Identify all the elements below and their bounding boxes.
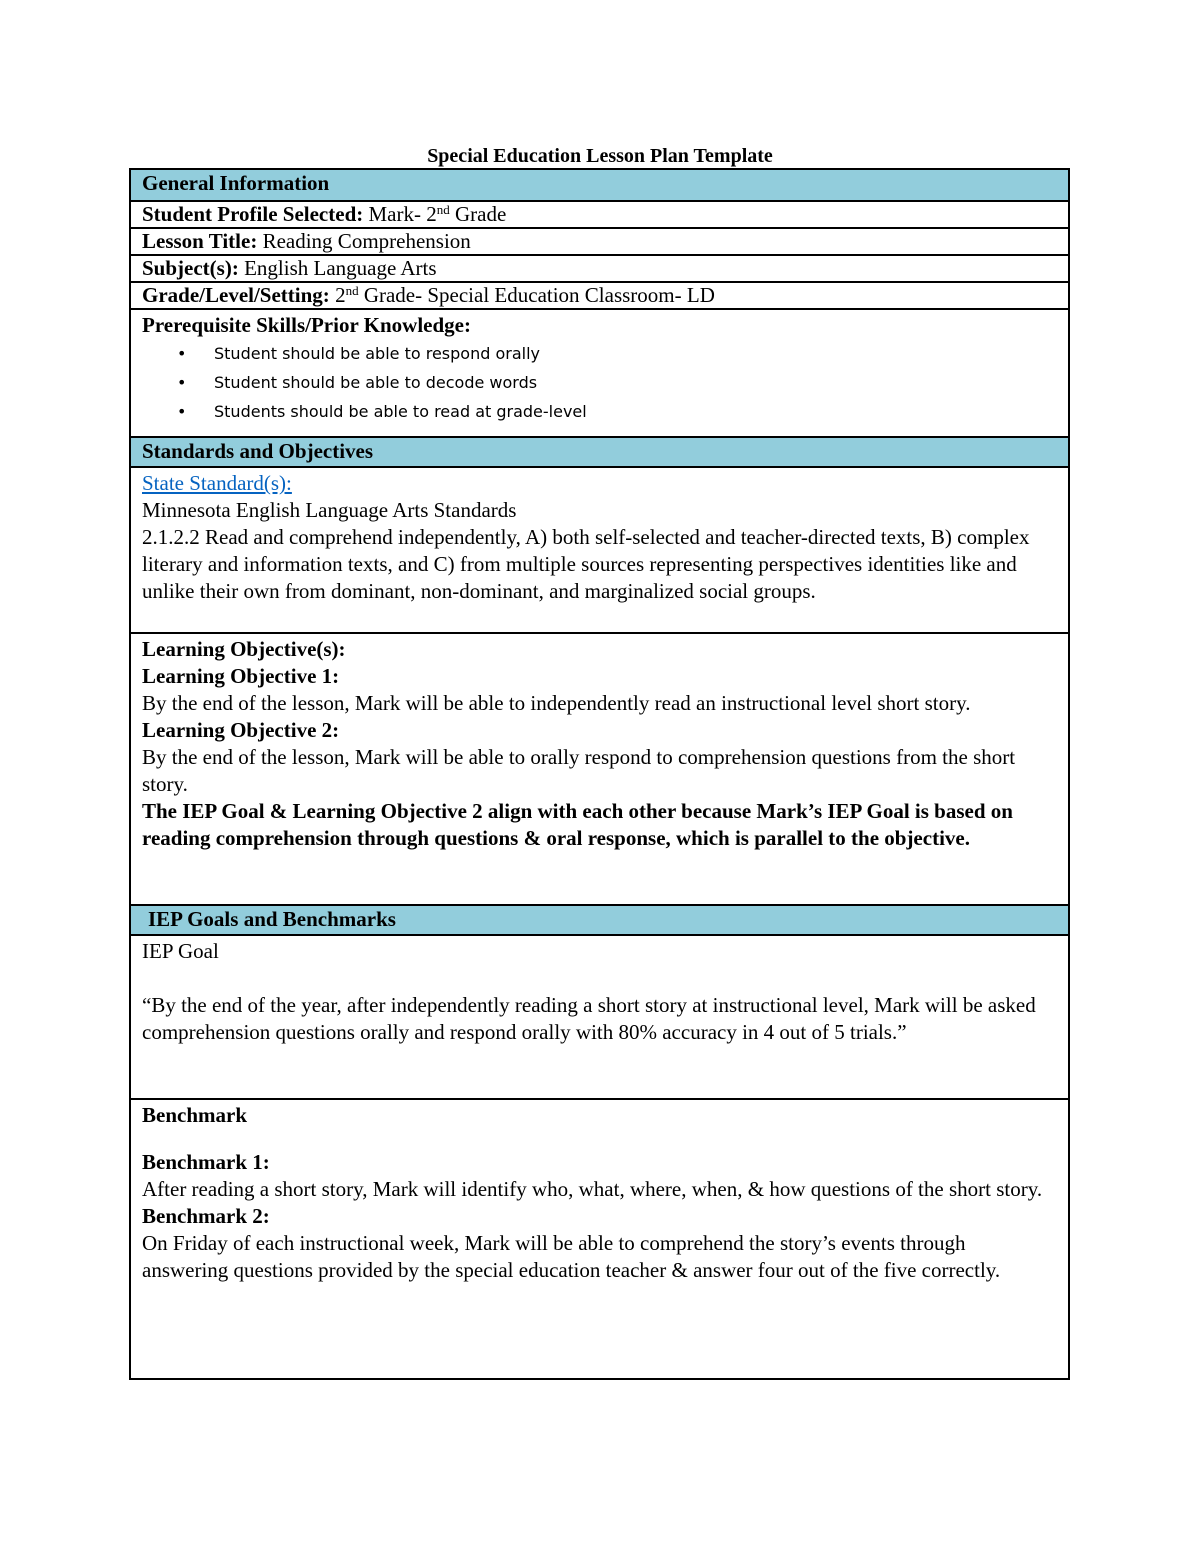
- prerequisite-skills-label: Prerequisite Skills/Prior Knowledge:: [142, 313, 471, 337]
- student-profile-label: Student Profile Selected:: [142, 202, 364, 226]
- learning-objectives-cell: [130, 633, 1069, 905]
- iep-goal-text: “By the end of the year, after independently reading a short story at instructional level, Mark will be asked comprehension questions orally and respond orally with 80% accuracy in 4 out of 5 trials.”: [142, 993, 1036, 1044]
- lesson-title-row: [130, 228, 1069, 255]
- learning-objective-1-text: By the end of the lesson, Mark will be able to independently read an instructional level short story.: [142, 691, 971, 715]
- subjects-value: English Language Arts: [238, 256, 437, 280]
- state-standards-cell: [130, 467, 1069, 633]
- document-title: Special Education Lesson Plan Template: [427, 145, 773, 167]
- standard-name: Minnesota English Language Arts Standards: [142, 498, 517, 522]
- benchmark-2-label: Benchmark 2:: [142, 1204, 270, 1228]
- bullet-icon: •: [177, 402, 187, 421]
- learning-objective-2-label: Learning Objective 2:: [142, 718, 340, 742]
- spacer: [142, 1129, 1068, 1149]
- general-information-header: General Information: [130, 169, 1069, 201]
- spacer: [142, 965, 1068, 992]
- benchmark-label: Benchmark: [142, 1103, 247, 1127]
- student-profile-row: [130, 201, 1069, 228]
- benchmark-2-text: On Friday of each instructional week, Mark will be able to comprehend the story’s events through answering questions provided by the special education teacher & answer four out of the five correctly.: [142, 1231, 1001, 1282]
- student-profile-value: Mark- 2nd Grade: [363, 202, 507, 226]
- lesson-plan-table: [129, 168, 1070, 1380]
- lesson-title-label: Lesson Title:: [142, 229, 258, 253]
- benchmark-1-text: After reading a short story, Mark will identify who, what, where, when, & how questions of the short story.: [142, 1177, 1043, 1201]
- bullet-icon: •: [177, 344, 187, 363]
- list-item: • Student should be able to decode words: [177, 368, 1068, 397]
- prerequisite-skills-list: [142, 339, 1068, 426]
- bullet-icon: •: [177, 373, 187, 392]
- grade-level-setting-value: 2nd Grade- Special Education Classroom- LD: [329, 283, 715, 307]
- benchmark-cell: [130, 1099, 1069, 1379]
- benchmark-1-label: Benchmark 1:: [142, 1150, 270, 1174]
- alignment-statement: The IEP Goal & Learning Objective 2 align with each other because Mark’s IEP Goal is based on reading comprehension through questions & oral response, which is parallel to the objective.: [142, 799, 1013, 850]
- iep-goal-label: IEP Goal: [142, 939, 219, 963]
- state-standards-link[interactable]: State Standard(s):: [142, 471, 292, 495]
- iep-goal-cell: [130, 935, 1069, 1099]
- lesson-title-value: Reading Comprehension: [257, 229, 471, 253]
- prerequisite-skills-cell: [130, 309, 1069, 437]
- iep-goals-benchmarks-header: IEP Goals and Benchmarks: [130, 905, 1069, 935]
- standards-objectives-header: Standards and Objectives: [130, 437, 1069, 467]
- learning-objective-2-text: By the end of the lesson, Mark will be able to orally respond to comprehension questions from the short story.: [142, 745, 1016, 796]
- list-item: • Students should be able to read at grade-level: [177, 397, 1068, 426]
- learning-objective-1-label: Learning Objective 1:: [142, 664, 340, 688]
- subjects-row: [130, 255, 1069, 282]
- subjects-label: Subject(s):: [142, 256, 239, 280]
- grade-level-setting-row: [130, 282, 1069, 309]
- learning-objectives-label: Learning Objective(s):: [142, 637, 346, 661]
- grade-level-setting-label: Grade/Level/Setting:: [142, 283, 330, 307]
- list-item: • Student should be able to respond orally: [177, 339, 1068, 368]
- standard-text: 2.1.2.2 Read and comprehend independently, A) both self-selected and teacher-directed texts, B) complex literary and information texts, and C) from multiple sources representing perspectives identities like and unlike their own from dominant, non-dominant, and marginalized social groups.: [142, 525, 1030, 603]
